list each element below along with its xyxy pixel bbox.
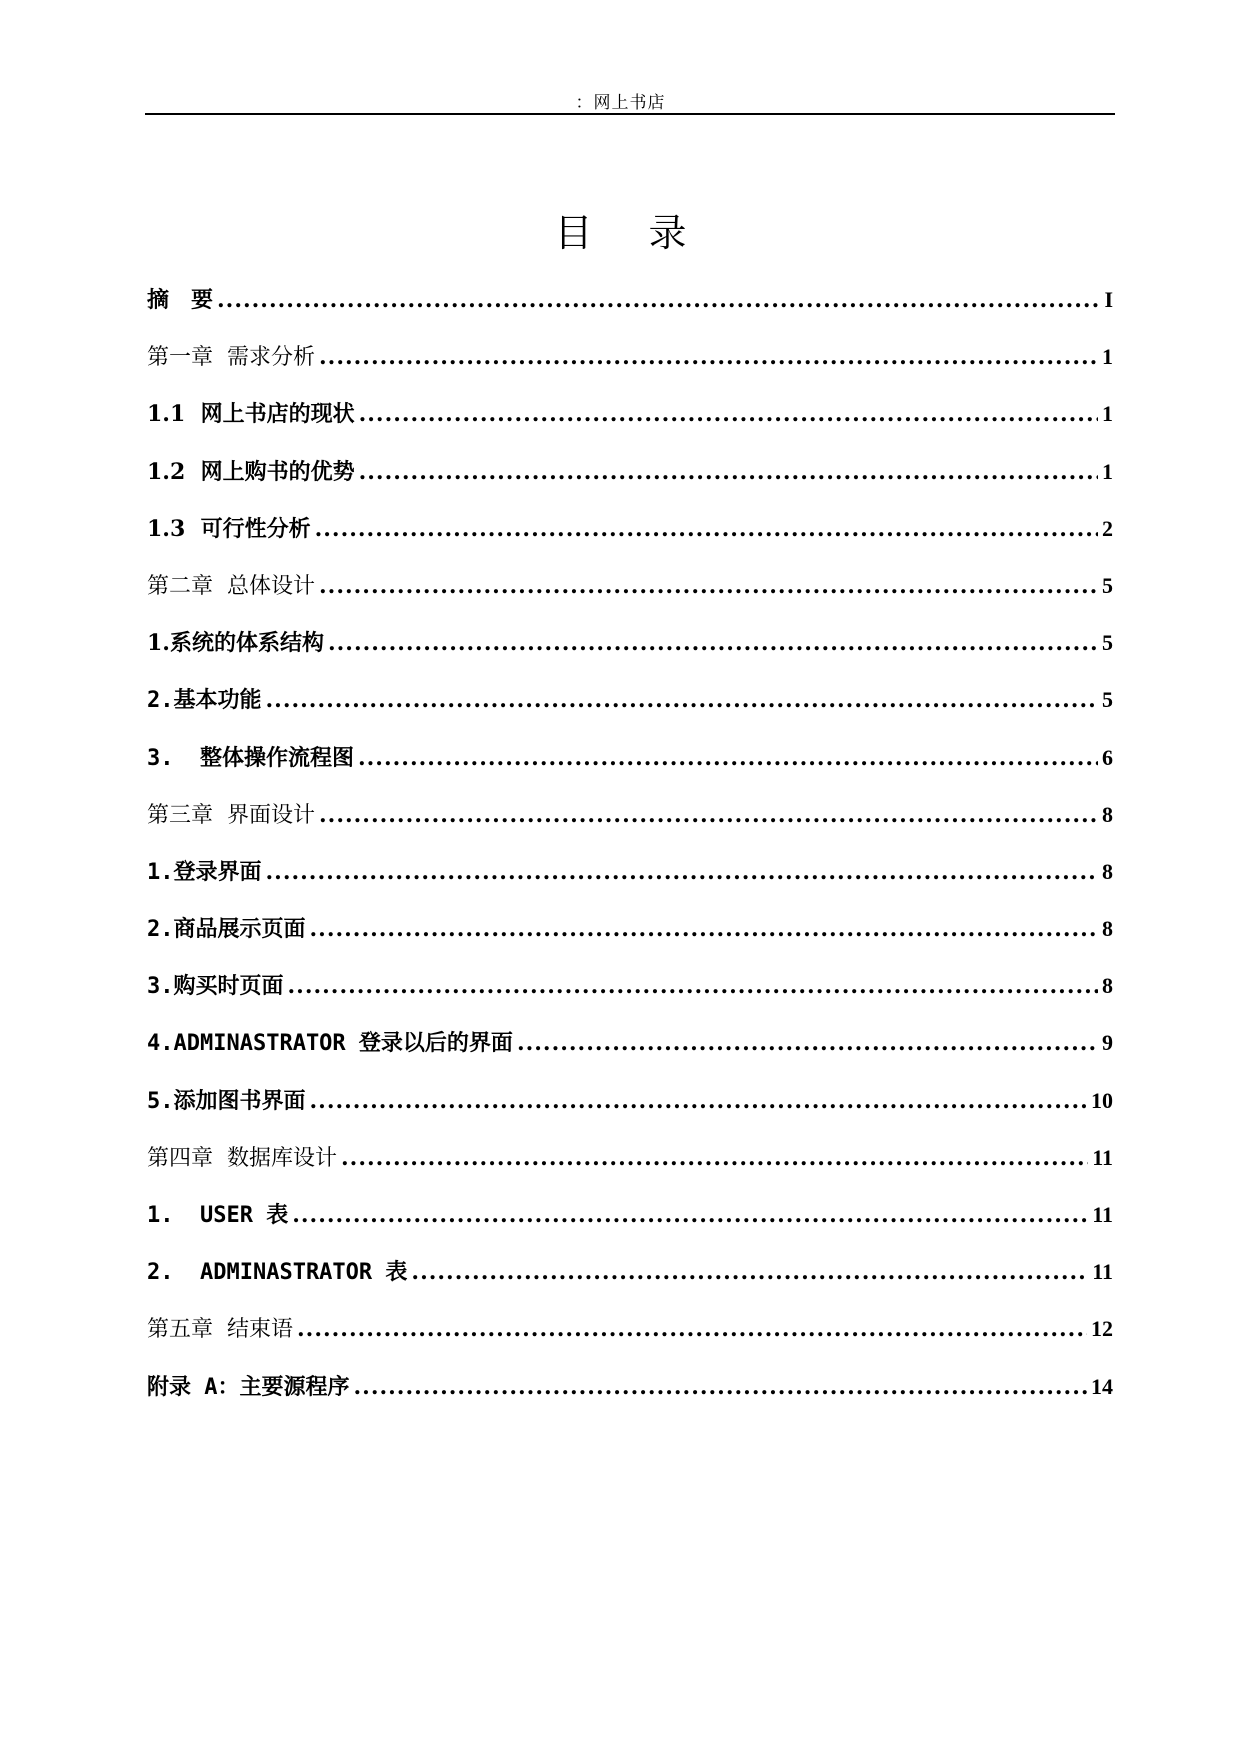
toc-entry-label: 第五章 结束语 — [147, 1317, 293, 1343]
toc-entry-label: 第二章 总体设计 — [147, 573, 315, 599]
table-of-contents — [147, 283, 1113, 1427]
toc-dot-leader — [359, 459, 1098, 485]
toc-entry-page: 1 — [1102, 401, 1113, 427]
toc-dot-leader — [315, 516, 1098, 542]
toc-dot-leader — [341, 1145, 1088, 1171]
toc-dot-leader — [319, 802, 1098, 828]
toc-dot-leader — [288, 973, 1099, 999]
toc-entry[interactable] — [147, 741, 1113, 798]
toc-entry-label: 第三章 界面设计 — [147, 802, 315, 828]
toc-entry[interactable] — [147, 626, 1113, 683]
toc-dot-leader — [354, 1374, 1088, 1400]
toc-entry-page: 8 — [1102, 916, 1113, 942]
toc-dot-leader — [217, 287, 1100, 313]
toc-entry-page: 5 — [1102, 687, 1113, 713]
toc-entry[interactable] — [147, 455, 1113, 512]
toc-entry-page: 2 — [1102, 515, 1113, 541]
toc-entry-label: 3. 整体操作流程图 — [147, 745, 354, 771]
toc-entry[interactable] — [147, 1026, 1113, 1083]
toc-entry[interactable] — [147, 512, 1113, 569]
toc-entry-page: 8 — [1102, 858, 1113, 884]
toc-dot-leader — [359, 401, 1098, 427]
toc-dot-leader — [517, 1030, 1098, 1056]
toc-entry-label: 1. USER 表 — [147, 1203, 289, 1228]
toc-entry-page: 5 — [1102, 572, 1113, 598]
toc-entry[interactable] — [147, 1370, 1113, 1427]
toc-entry-page: 9 — [1102, 1030, 1113, 1056]
toc-entry-label: 1.1 网上书店的现状 — [147, 401, 355, 428]
toc-entry-page: 1 — [1102, 458, 1113, 484]
toc-entry-page: 10 — [1091, 1087, 1113, 1113]
toc-dot-leader — [328, 630, 1098, 656]
toc-title: 目录 — [554, 211, 743, 255]
toc-entry[interactable] — [147, 1084, 1113, 1141]
toc-entry-label: 2.商品展示页面 — [147, 917, 306, 943]
toc-dot-leader — [310, 916, 1099, 942]
toc-dot-leader — [310, 1088, 1088, 1114]
toc-entry[interactable] — [147, 1255, 1113, 1312]
toc-entry[interactable] — [147, 798, 1113, 855]
toc-entry[interactable] — [147, 912, 1113, 969]
page-header: ：网上书店 — [575, 93, 666, 113]
toc-dot-leader — [292, 1202, 1088, 1228]
toc-dot-leader — [266, 687, 1099, 713]
toc-entry-page: I — [1104, 287, 1113, 312]
toc-entry-label: 附录 A：主要源程序 — [147, 1374, 350, 1400]
toc-entry-label: 2. ADMINASTRATOR 表 — [147, 1260, 408, 1286]
toc-entry[interactable] — [147, 969, 1113, 1026]
toc-dot-leader — [319, 573, 1098, 599]
toc-entry[interactable] — [147, 855, 1113, 912]
toc-entry[interactable] — [147, 340, 1113, 397]
toc-entry[interactable] — [147, 283, 1113, 340]
toc-dot-leader — [266, 859, 1099, 885]
toc-entry-label: 5.添加图书界面 — [147, 1088, 306, 1114]
toc-entry-label: 3.购买时页面 — [147, 974, 284, 1000]
toc-entry-label: 1.登录界面 — [147, 859, 262, 885]
toc-entry-label: 4.ADMINASTRATOR 登录以后的界面 — [147, 1031, 513, 1057]
toc-entry-page: 12 — [1091, 1316, 1113, 1342]
toc-entry-label: 第四章 数据库设计 — [147, 1145, 337, 1171]
toc-entry-page: 11 — [1092, 1259, 1113, 1285]
toc-entry-page: 14 — [1091, 1373, 1113, 1399]
toc-entry-page: 1 — [1102, 344, 1113, 370]
toc-entry-label: 2.基本功能 — [147, 688, 262, 714]
toc-entry[interactable] — [147, 1141, 1113, 1198]
toc-entry[interactable] — [147, 569, 1113, 626]
toc-dot-leader — [358, 745, 1098, 771]
toc-entry[interactable] — [147, 1312, 1113, 1369]
toc-entry-label: 摘 要 — [147, 287, 214, 313]
toc-dot-leader — [297, 1316, 1087, 1342]
toc-entry-page: 11 — [1092, 1202, 1113, 1227]
toc-entry-page: 6 — [1102, 744, 1113, 770]
toc-entry-label: 第一章 需求分析 — [147, 345, 315, 371]
toc-entry-page: 5 — [1102, 630, 1113, 656]
toc-entry[interactable] — [147, 683, 1113, 740]
toc-dot-leader — [411, 1259, 1088, 1285]
toc-entry-label: 1.3 可行性分析 — [147, 515, 311, 542]
toc-entry-label: 1.系统的体系结构 — [147, 630, 324, 657]
toc-entry-page: 8 — [1102, 973, 1113, 999]
toc-entry-label: 1.2 网上购书的优势 — [147, 458, 355, 485]
toc-entry-page: 8 — [1102, 801, 1113, 827]
toc-entry[interactable] — [147, 1198, 1113, 1255]
header-divider — [145, 113, 1115, 115]
toc-entry-page: 11 — [1092, 1144, 1113, 1170]
toc-dot-leader — [319, 344, 1098, 370]
toc-entry[interactable] — [147, 397, 1113, 454]
